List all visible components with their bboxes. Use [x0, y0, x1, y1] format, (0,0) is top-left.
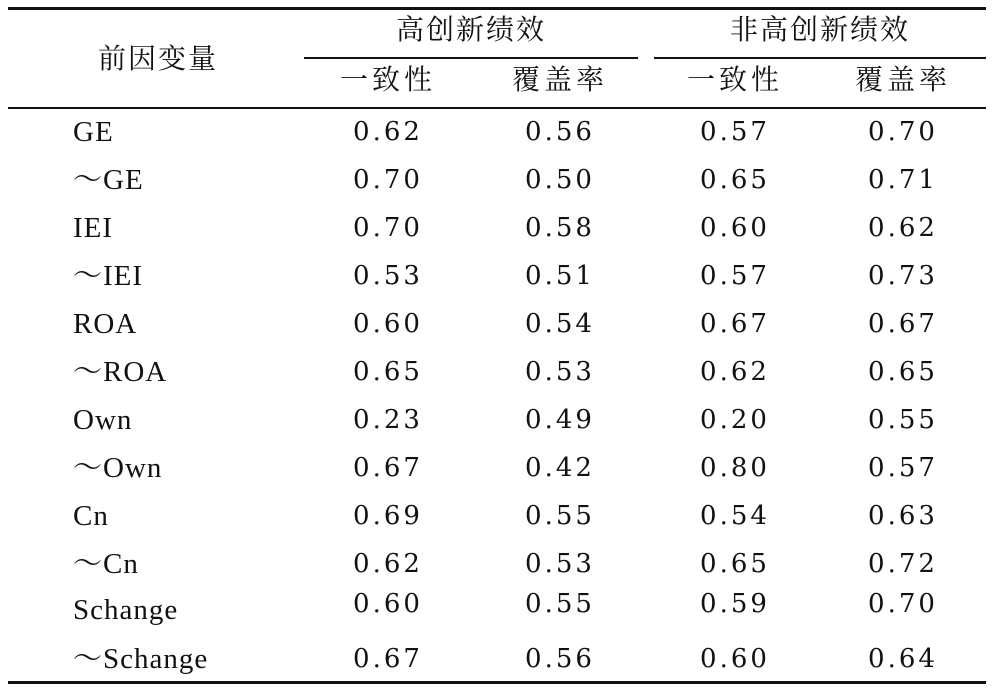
table-cell: 0.56 — [525, 117, 595, 147]
table-cell: 0.69 — [353, 501, 423, 531]
table-cell: 0.55 — [868, 405, 938, 435]
table-cell: 0.65 — [868, 357, 938, 387]
table-cell: 0.62 — [868, 213, 938, 243]
table-cell: 0.49 — [525, 405, 595, 435]
table-cell: 0.59 — [700, 589, 770, 619]
table-cell: 0.60 — [353, 309, 423, 339]
table-cell: 0.42 — [525, 453, 595, 483]
table-cell: 0.70 — [353, 165, 423, 195]
table-cell: 0.23 — [353, 405, 423, 435]
table-row — [0, 258, 992, 294]
table-row — [0, 162, 992, 198]
table-cell: 0.71 — [868, 165, 938, 195]
table-cell: 0.57 — [700, 117, 770, 147]
variable-name: ～ROA — [73, 356, 168, 388]
variable-name: ～Own — [73, 452, 163, 484]
header-separator-rule — [8, 107, 986, 109]
table-cell: 0.64 — [868, 644, 938, 674]
variable-name: ～GE — [73, 164, 144, 196]
variable-name: Schange — [73, 594, 179, 626]
variable-name: ROA — [73, 308, 138, 340]
table-cell: 0.56 — [525, 644, 595, 674]
group-header-high-innovation: 高创新绩效 — [395, 13, 547, 46]
group-underline — [654, 57, 986, 59]
table-bottom-rule — [8, 681, 986, 684]
table-cell: 0.60 — [700, 644, 770, 674]
table-cell: 0.70 — [868, 589, 938, 619]
variable-name: GE — [73, 116, 114, 148]
table-row — [0, 306, 992, 342]
table-cell: 0.53 — [353, 261, 423, 291]
table-row — [0, 114, 992, 150]
variable-name: Cn — [73, 500, 109, 532]
table-cell: 0.73 — [868, 261, 938, 291]
table-row — [0, 589, 992, 628]
table-row — [0, 354, 992, 390]
column-header-coverage: 覆盖率 — [854, 63, 952, 96]
variable-name: IEI — [73, 212, 114, 244]
table-cell: 0.65 — [700, 549, 770, 579]
table-row — [0, 546, 992, 582]
group-header-non-high-innovation: 非高创新绩效 — [729, 13, 911, 46]
table-cell: 0.51 — [525, 261, 595, 291]
table-row — [0, 402, 992, 438]
table-cell: 0.54 — [700, 501, 770, 531]
table-cell: 0.63 — [868, 501, 938, 531]
table-row — [0, 450, 992, 486]
table-cell: 0.70 — [868, 117, 938, 147]
table-cell: 0.55 — [525, 501, 595, 531]
column-header-consistency: 一致性 — [339, 63, 437, 96]
table-top-rule — [8, 7, 986, 10]
variable-name: Own — [73, 404, 133, 436]
variable-name: ～IEI — [73, 260, 144, 292]
row-header-label: 前因变量 — [97, 42, 219, 75]
column-header-consistency: 一致性 — [686, 63, 784, 96]
table-cell: 0.67 — [700, 309, 770, 339]
table-cell: 0.70 — [353, 213, 423, 243]
table-cell: 0.67 — [353, 453, 423, 483]
table-cell: 0.60 — [700, 213, 770, 243]
column-header-coverage: 覆盖率 — [511, 63, 609, 96]
table-row — [0, 641, 992, 677]
variable-name: ～Schange — [73, 643, 209, 675]
table-cell: 0.53 — [525, 357, 595, 387]
table-cell: 0.55 — [525, 589, 595, 619]
table-row — [0, 498, 992, 534]
table-cell: 0.53 — [525, 549, 595, 579]
table-cell: 0.62 — [700, 357, 770, 387]
table-cell: 0.57 — [700, 261, 770, 291]
table-cell: 0.67 — [868, 309, 938, 339]
variable-name: ～Cn — [73, 548, 139, 580]
table-cell: 0.50 — [525, 165, 595, 195]
table-row — [0, 210, 992, 246]
table-cell: 0.67 — [353, 644, 423, 674]
table-cell: 0.65 — [700, 165, 770, 195]
table-cell: 0.57 — [868, 453, 938, 483]
group-underline — [304, 57, 638, 59]
table-cell: 0.54 — [525, 309, 595, 339]
table-cell: 0.65 — [353, 357, 423, 387]
table-cell: 0.60 — [353, 589, 423, 619]
table-cell: 0.72 — [868, 549, 938, 579]
table-cell: 0.20 — [700, 405, 770, 435]
table-cell: 0.62 — [353, 549, 423, 579]
table-cell: 0.80 — [700, 453, 770, 483]
table-cell: 0.62 — [353, 117, 423, 147]
table-cell: 0.58 — [525, 213, 595, 243]
